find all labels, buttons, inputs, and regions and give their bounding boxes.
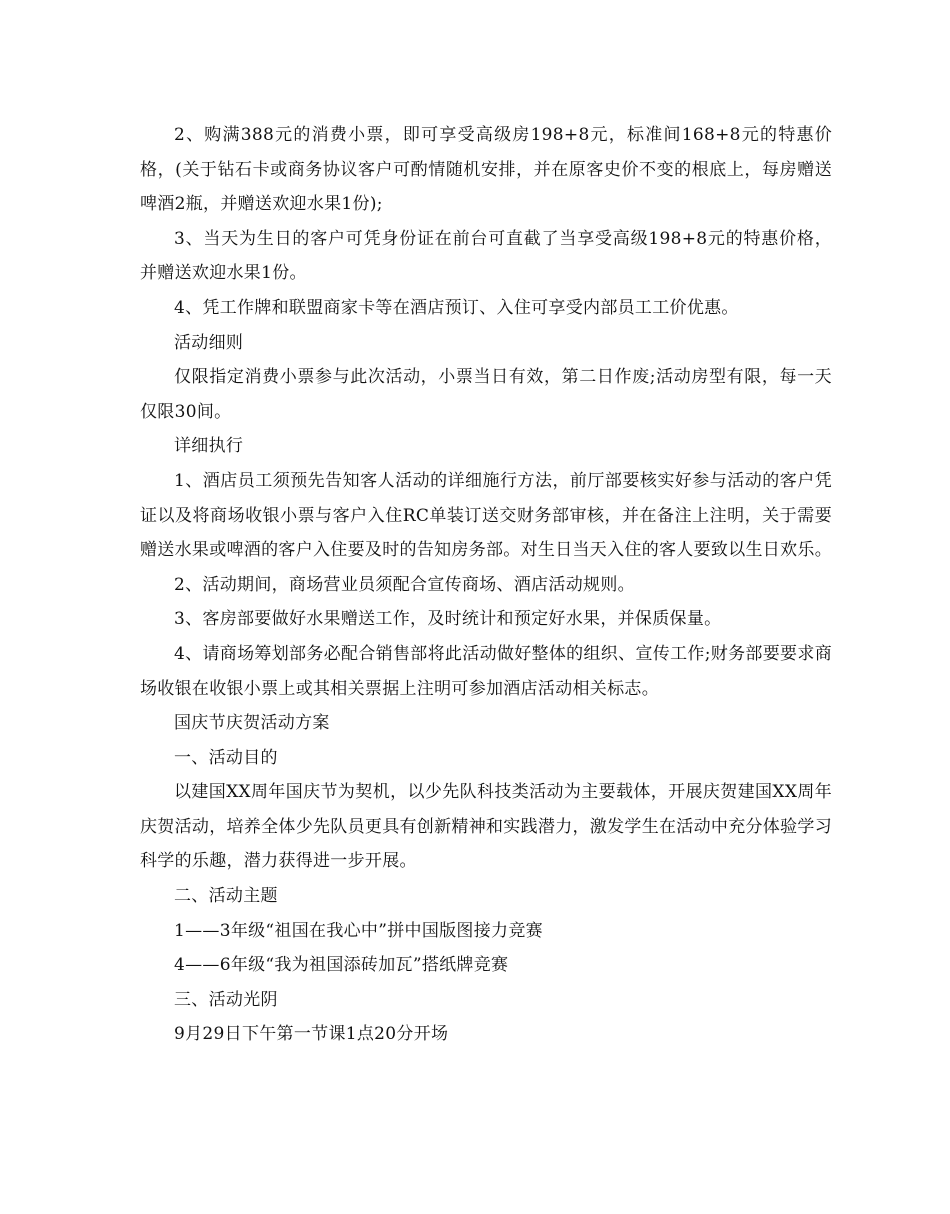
paragraph-execution-3: 3、客房部要做好水果赠送工作，及时统计和预定好水果，并保质保量。 xyxy=(174,609,722,630)
document-body xyxy=(140,118,832,1052)
paragraph-time: 9月29日下午第一节课1点20分开场 xyxy=(174,1024,449,1045)
paragraph-execution-4: 4、请商场筹划部务必配合销售部将此活动做好整体的组织、宣传工作;财务部要要求商场收银在收银小票上或其相关票据上注明可参加酒店活动相关标志。 xyxy=(140,643,832,699)
heading-execution: 详细执行 xyxy=(174,436,244,457)
heading-section-3-time: 三、活动光阴 xyxy=(174,989,278,1010)
paragraph-promo-item-2: 2、购满388元的消费小票，即可享受高级房198+8元，标准间168+8元的特惠价格，(关于钻石卡或商务协议客户可酌情随机安排，并在原客史价不变的根底上，每房赠送啤酒2瓶，并赠送欢迎水果1份); xyxy=(140,125,832,215)
paragraph-theme-grades-4-6: 4——6年级“我为祖国添砖加瓦”搭纸牌竞赛 xyxy=(174,955,509,976)
paragraph-promo-item-4: 4、凭工作牌和联盟商家卡等在酒店预订、入住可享受内部员工工价优惠。 xyxy=(174,297,739,318)
heading-activity-rules: 活动细则 xyxy=(174,332,244,353)
paragraph-execution-1: 1、酒店员工须预先告知客人活动的详细施行方法，前厅部要核实好参与活动的客户凭证以及将商场收银小票与客户入住RC单装订送交财务部审核，并在备注上注明，关于需要赠送水果或啤酒的客户入住要及时的告知房务部。对生日当天入住的客人要致以生日欢乐。 xyxy=(140,470,832,561)
paragraph-promo-item-3: 3、当天为生日的客户可凭身份证在前台可直截了当享受高级198+8元的特惠价格，并赠送欢迎水果1份。 xyxy=(140,228,832,284)
paragraph-purpose: 以建国XX周年国庆节为契机，以少先队科技类活动为主要载体，开展庆贺建国XX周年庆贺活动，培养全体少先队员更具有创新精神和实践潜力，激发学生在活动中充分体验学习科学的乐趣，潜力获得进一步开展。 xyxy=(140,782,832,872)
heading-national-day-plan: 国庆节庆贺活动方案 xyxy=(174,713,330,734)
paragraph-theme-grades-1-3: 1——3年级“祖国在我心中”拼中国版图接力竞赛 xyxy=(174,920,543,941)
paragraph-execution-2: 2、活动期间，商场营业员须配合宣传商场、酒店活动规则。 xyxy=(174,574,635,595)
heading-section-1-purpose: 一、活动目的 xyxy=(174,747,278,768)
heading-section-2-theme: 二、活动主题 xyxy=(174,886,278,907)
paragraph-activity-rules: 仅限指定消费小票参与此次活动，小票当日有效，第二日作废;活动房型有限，每一天仅限30间。 xyxy=(140,367,832,422)
